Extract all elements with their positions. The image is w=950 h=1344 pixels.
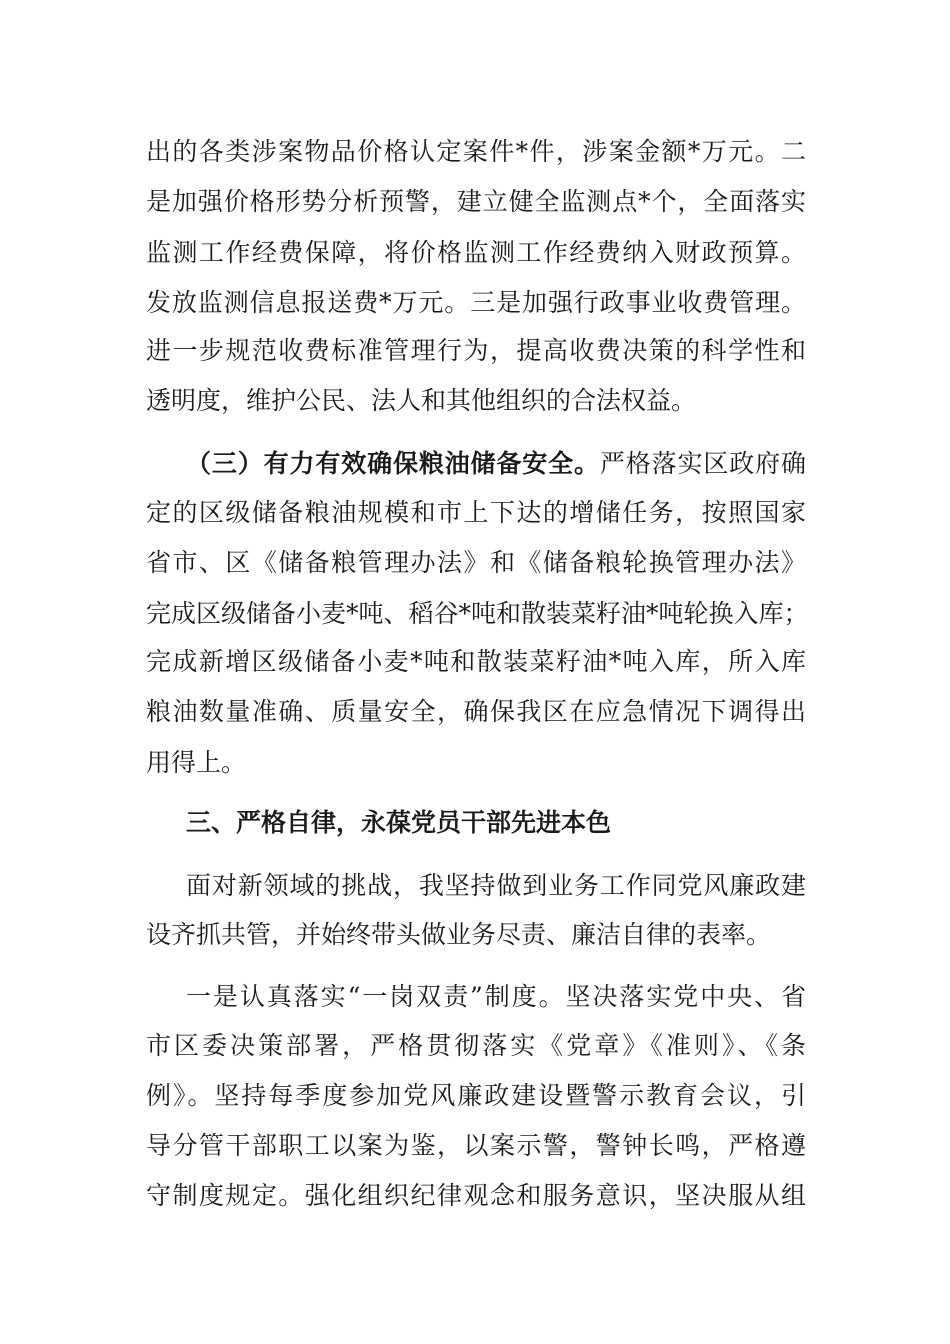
body-text-line: 导分管干部职工以案为鉴，以案示警，警钟长鸣，严格遵 <box>146 1131 806 1160</box>
body-text-line: 定的区级储备粮油规模和市上下达的增储任务，按照国家 <box>146 498 806 527</box>
body-text-line: 透明度，维护公民、法人和其他组织的合法权益。 <box>146 386 697 415</box>
body-text-line: 用得上。 <box>146 748 247 777</box>
body-text-line: 发放监测信息报送费*万元。三是加强行政事业收费管理。 <box>146 288 806 317</box>
body-text-line: 进一步规范收费标准管理行为，提高收费决策的科学性和 <box>146 336 806 365</box>
body-text-line: 省市、区《储备粮管理办法》和《储备粮轮换管理办法》 <box>146 548 806 577</box>
subsection-first-line <box>186 444 806 484</box>
subsection-heading: （三）有力有效确保粮油储备安全。 <box>186 449 600 478</box>
body-text-line: 设齐抓共管，并始终带头做业务尽责、廉洁自律的表率。 <box>146 920 772 949</box>
body-text-span: 严格落实区政府确 <box>599 449 806 478</box>
body-text-line: 守制度规定。强化组织纪律观念和服务意识，坚决服从组 <box>146 1181 806 1210</box>
body-text-line: 例》。坚持每季度参加党风廉政建设暨警示教育会议，引 <box>146 1081 806 1110</box>
section-heading: 三、严格自律，永葆党员干部先进本色 <box>186 808 612 837</box>
body-text-line: 完成新增区级储备小麦*吨和散装菜籽油*吨入库，所入库 <box>146 647 806 676</box>
body-text-line: 一是认真落实“一岗双责”制度。坚决落实党中央、省 <box>186 982 806 1011</box>
body-text-line: 粮油数量准确、质量安全，确保我区在应急情况下调得出 <box>146 697 806 726</box>
body-text-line: 市区委决策部署，严格贯彻落实《党章》《准则》、《条 <box>146 1031 806 1060</box>
body-text-line: 完成区级储备小麦*吨、稻谷*吨和散装菜籽油*吨轮换入库； <box>146 599 809 628</box>
body-text-line: 面对新领域的挑战，我坚持做到业务工作同党风廉政建 <box>186 871 806 900</box>
body-text-line: 出的各类涉案物品价格认定案件*件，涉案金额*万元。二 <box>146 137 806 166</box>
body-text-line: 监测工作经费保障，将价格监测工作经费纳入财政预算。 <box>146 238 806 267</box>
body-text-line: 是加强价格形势分析预警，建立健全监测点*个，全面落实 <box>146 187 806 216</box>
